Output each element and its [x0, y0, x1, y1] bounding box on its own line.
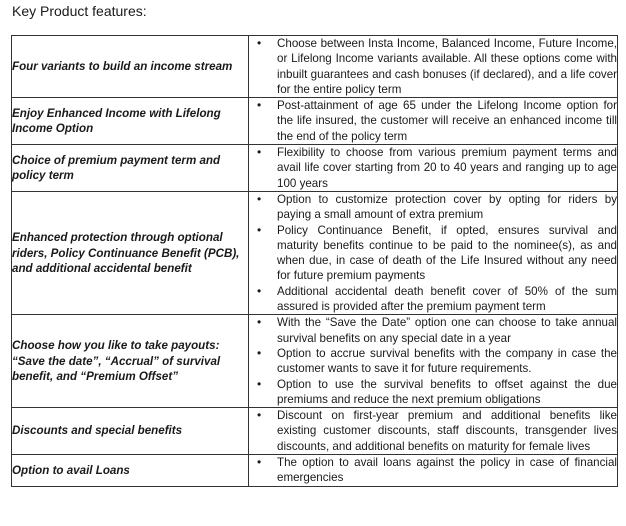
bullet-list	[249, 98, 617, 144]
bullet-point: • The option to avail loans against the policy in case of financial emergencies	[249, 455, 617, 486]
bullet-point: • Policy Continuance Benefit, if opted, ensures survival and maturity benefits continue to be paid to the nominee(s), as and when due, in case of death of the Life Insured without any need for future premium payments	[249, 223, 617, 284]
feature-title: Choose how you like to take payouts: “Save the date”, “Accrual” of survival benefit, and “Premium Offset”	[12, 315, 249, 408]
bullet-point: • Discount on first-year premium and additional benefits like existing customer discounts, staff discounts, transgender lives discounts, and additional benefits on maturity for female lives	[249, 408, 617, 454]
table-row	[12, 145, 618, 192]
table-row	[12, 408, 618, 455]
feature-title: Enjoy Enhanced Income with Lifelong Income Option	[12, 98, 249, 145]
page-heading: Key Product features:	[12, 3, 147, 19]
feature-title: Discounts and special benefits	[12, 408, 249, 455]
feature-description	[249, 36, 618, 98]
bullet-list	[249, 36, 617, 97]
table-row	[12, 36, 618, 98]
bullet-list	[249, 455, 617, 486]
feature-title: Option to avail Loans	[12, 455, 249, 487]
table-row	[12, 315, 618, 408]
bullet-point: • With the “Save the Date” option one can choose to take annual survival benefits on any special date in a year	[249, 315, 617, 346]
bullet-point: • Choose between Insta Income, Balanced Income, Future Income, or Lifelong Income variants available. All these options come with inbuilt guarantees and cash bonuses (if declared), and a life cover for the entire policy term	[249, 36, 617, 97]
table-row	[12, 455, 618, 487]
feature-description	[249, 98, 618, 145]
feature-description	[249, 145, 618, 192]
bullet-list	[249, 315, 617, 407]
bullet-list	[249, 192, 617, 314]
feature-title: Choice of premium payment term and policy term	[12, 145, 249, 192]
feature-description	[249, 191, 618, 314]
feature-description	[249, 408, 618, 455]
bullet-list	[249, 408, 617, 454]
bullet-point: • Flexibility to choose from various premium payment terms and avail life cover starting from 20 to 40 years and ranging up to age 100 years	[249, 145, 617, 191]
bullet-point: • Option to customize protection cover by opting for riders by paying a small amount of extra premium	[249, 192, 617, 223]
table-row	[12, 191, 618, 314]
bullet-list	[249, 145, 617, 191]
table-row	[12, 98, 618, 145]
bullet-point: • Option to accrue survival benefits with the company in case the customer wants to save it for future requirements.	[249, 346, 617, 377]
feature-description	[249, 455, 618, 487]
bullet-point: • Option to use the survival benefits to offset against the due premiums and reduce the next premium obligations	[249, 377, 617, 408]
feature-title: Enhanced protection through optional riders, Policy Continuance Benefit (PCB), and additional accidental benefit	[12, 191, 249, 314]
bullet-point: • Additional accidental death benefit cover of 50% of the sum assured is provided after the premium payment term	[249, 284, 617, 315]
features-table	[11, 35, 618, 487]
bullet-point: • Post-attainment of age 65 under the Lifelong Income option for the life insured, the customer will receive an enhanced income till the end of the policy term	[249, 98, 617, 144]
feature-description	[249, 315, 618, 408]
feature-title: Four variants to build an income stream	[12, 36, 249, 98]
